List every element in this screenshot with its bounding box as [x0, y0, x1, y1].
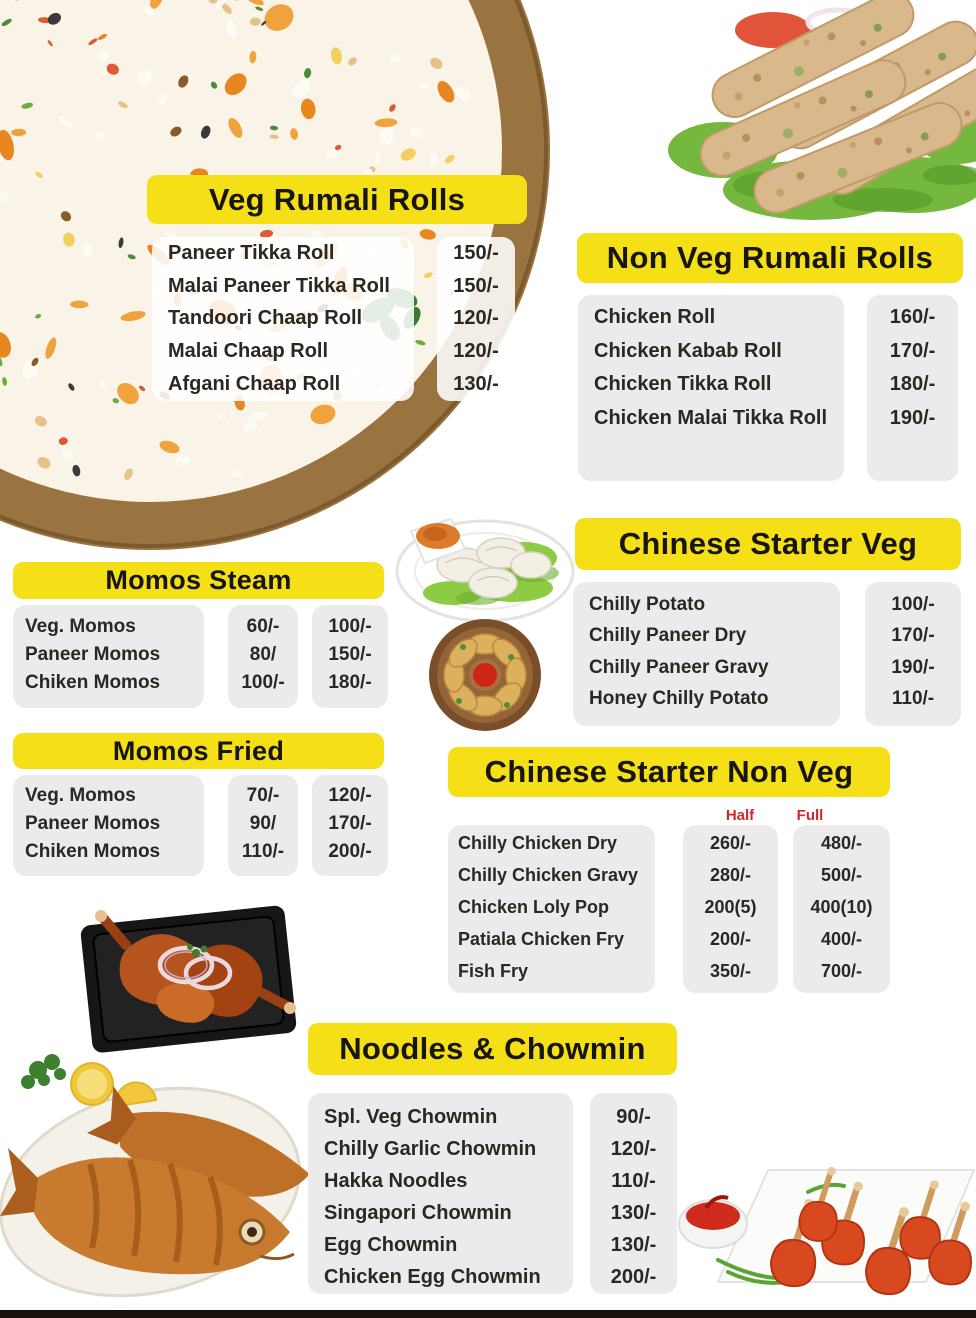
item-price: 180/- — [889, 373, 936, 396]
item-price: 170/- — [889, 339, 936, 362]
section-title-noodles-chowmin: Noodles & Chowmin — [308, 1023, 677, 1075]
item-price: 150/- — [453, 241, 499, 264]
non-veg-rumali-items-panel — [578, 295, 844, 481]
section-title-chinese-starter-veg: Chinese Starter Veg — [575, 518, 961, 570]
item-price: 130/- — [610, 1201, 657, 1224]
item-name: Chilly Chicken Dry — [458, 832, 618, 853]
item-name: Honey Chilly Potato — [589, 688, 769, 710]
item-price-half: 280/- — [709, 864, 752, 885]
tandoori-chicken-tray-photo — [68, 893, 313, 1065]
item-name: Chicken Malai Tikka Roll — [594, 406, 828, 429]
item-price: 120/- — [453, 340, 499, 363]
chinese-non-veg-full-prices-panel — [793, 825, 890, 993]
item-name: Chicken Tikka Roll — [594, 373, 772, 396]
veg-rumali-prices-panel — [437, 237, 515, 401]
item-name: Veg. Momos — [25, 785, 136, 806]
half-column-label: Half — [725, 807, 755, 824]
item-name: Chilly Potato — [589, 593, 706, 615]
fried-momos-bowl-photo — [423, 617, 547, 733]
item-name: Spl. Veg Chowmin — [324, 1105, 498, 1128]
noodles-prices-panel — [590, 1093, 677, 1294]
item-price-half: 350/- — [709, 960, 752, 981]
item-price: 170/- — [328, 813, 372, 834]
item-price: 110/- — [611, 1169, 656, 1192]
item-price: 190/- — [891, 656, 935, 678]
item-price: 150/- — [328, 644, 372, 665]
momos-steam-prices-large-panel — [312, 605, 388, 708]
item-name: Chicken Loly Pop — [458, 896, 610, 917]
item-price-full: 500/- — [820, 864, 863, 885]
item-price: 160/- — [889, 306, 936, 329]
noodles-items-panel — [308, 1093, 573, 1294]
item-price-full: 400/- — [820, 928, 863, 949]
bottom-edge-bar — [0, 1310, 976, 1318]
momos-steam-prices-small-panel — [228, 605, 298, 708]
item-name: Afgani Chaap Roll — [168, 373, 341, 396]
fried-fish-platter-photo — [0, 1042, 335, 1304]
item-name: Chicken Kabab Roll — [594, 339, 782, 362]
chinese-veg-items-panel — [573, 582, 840, 726]
non-veg-rumali-prices-panel — [867, 295, 958, 481]
chicken-lollipop-platter-photo — [658, 1132, 976, 1308]
momos-fried-prices-large-panel — [312, 775, 388, 876]
item-name: Chicken Egg Chowmin — [324, 1265, 541, 1288]
item-name: Chilly Chicken Gravy — [458, 864, 639, 885]
section-title-momos-fried: Momos Fried — [13, 733, 384, 769]
section-title-veg-rumali-rolls: Veg Rumali Rolls — [147, 175, 527, 224]
item-name: Paneer Tikka Roll — [168, 241, 335, 264]
item-name: Singapori Chowmin — [324, 1201, 512, 1224]
item-price: 90/- — [616, 1105, 651, 1128]
veg-rumali-items-panel — [152, 237, 414, 401]
item-price: 120/- — [328, 785, 372, 806]
item-price: 190/- — [889, 406, 936, 429]
item-name: Paneer Momos — [25, 813, 161, 834]
section-title-momos-steam: Momos Steam — [13, 562, 384, 599]
item-price: 110/- — [241, 841, 285, 862]
item-name: Egg Chowmin — [324, 1233, 458, 1256]
item-price: 170/- — [891, 625, 935, 647]
item-price: 180/- — [328, 672, 372, 693]
item-name: Veg. Momos — [25, 616, 136, 637]
item-price-full: 700/- — [820, 960, 863, 981]
item-price: 80/ — [249, 644, 277, 665]
item-price: 100/- — [241, 672, 285, 693]
item-price-half: 260/- — [709, 832, 752, 853]
item-price: 70/- — [246, 785, 280, 806]
item-price: 200/- — [610, 1265, 657, 1288]
chinese-veg-prices-panel — [865, 582, 961, 726]
item-price-half: 200(5) — [704, 896, 757, 917]
item-price: 150/- — [453, 274, 499, 297]
item-name: Chilly Paneer Gravy — [589, 656, 769, 678]
item-name: Patiala Chicken Fry — [458, 928, 625, 949]
item-price: 100/- — [328, 616, 372, 637]
section-title-chinese-starter-non-veg: Chinese Starter Non Veg — [448, 747, 890, 797]
chinese-non-veg-items-panel — [448, 825, 655, 993]
item-price-full: 480/- — [820, 832, 863, 853]
item-name: Chiken Momos — [25, 672, 161, 693]
item-price: 130/- — [453, 373, 499, 396]
item-name: Malai Chaap Roll — [168, 340, 329, 363]
item-price: 120/- — [610, 1137, 657, 1160]
item-name: Chilly Paneer Dry — [589, 625, 747, 647]
item-price: 110/- — [891, 688, 935, 710]
momos-steam-items-panel — [13, 605, 204, 708]
chinese-non-veg-half-prices-panel — [683, 825, 778, 993]
item-name: Hakka Noodles — [324, 1169, 468, 1192]
item-price: 200/- — [328, 841, 372, 862]
item-price-half: 200/- — [709, 928, 752, 949]
item-price: 90/ — [249, 813, 277, 834]
seekh-kabab-rolls-photo — [653, 0, 976, 228]
item-name: Chiken Momos — [25, 841, 161, 862]
item-name: Paneer Momos — [25, 644, 161, 665]
momos-fried-prices-small-panel — [228, 775, 298, 876]
item-price: 100/- — [891, 593, 935, 615]
full-column-label: Full — [796, 807, 824, 824]
momos-fried-items-panel — [13, 775, 204, 876]
item-price: 120/- — [453, 307, 499, 330]
item-price: 130/- — [610, 1233, 657, 1256]
item-price: 60/- — [246, 616, 280, 637]
item-name: Fish Fry — [458, 960, 529, 981]
steamed-momos-plate-photo — [393, 503, 575, 625]
item-name: Tandoori Chaap Roll — [168, 307, 363, 330]
section-title-non-veg-rumali-rolls: Non Veg Rumali Rolls — [577, 233, 963, 283]
item-name: Chicken Roll — [594, 306, 716, 329]
item-price-full: 400(10) — [810, 896, 873, 917]
item-name: Chilly Garlic Chowmin — [324, 1137, 537, 1160]
item-name: Malai Paneer Tikka Roll — [168, 274, 390, 297]
